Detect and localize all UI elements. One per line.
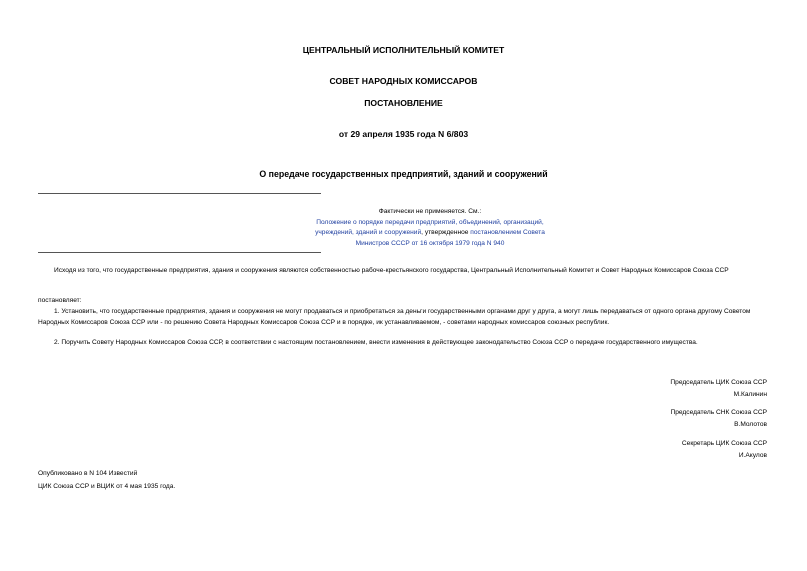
publication-info — [38, 467, 438, 493]
signature-name: М.Калинин — [733, 390, 767, 398]
divider-top — [38, 193, 321, 194]
note-link-regulation[interactable]: Положение о порядке передачи предприятий, объединений, организаций, — [316, 218, 544, 226]
note-link-decree-cont[interactable]: Министров СССР от 16 октября 1979 года N 940 — [355, 239, 505, 247]
note-intro: Фактически не применяется. См.: — [378, 208, 482, 215]
preamble-paragraph: Исходя из того, что государственные предприятия, здания и сооружения являются собственностью рабоче-крестьянского государства, Центральный Исполнительный Комитет и Совет Народных Комиссаров Союза ССР — [54, 267, 729, 274]
issuer-cik: ЦЕНТРАЛЬНЫЙ ИСПОЛНИТЕЛЬНЫЙ КОМИТЕТ — [302, 45, 505, 55]
signature-kalinin — [467, 377, 767, 400]
publication-line-1: Опубликовано в N 104 Известий — [38, 470, 138, 477]
signature-position: Секретарь ЦИК Союза ССР — [681, 440, 767, 447]
item-1-paragraph: 1. Установить, что государственные предприятия, здания и сооружения не могут продаваться и приобретаться за деньги государственными органами друг у друга, а могут лишь передаваться от одного органа другому Советом Народных Комиссаров Союза ССР или - по решению Совета Народных Комиссаров Союза ССР и в порядке, ик устанавливаемом, - советами народных комиссаров союзных республик. — [38, 308, 751, 327]
signature-position: Председатель ЦИК Союза ССР — [670, 379, 767, 386]
note-text-approved: , утвержденное — [421, 229, 471, 236]
publication-line-2: ЦИК Союза ССР и ВЦИК от 4 мая 1935 года. — [38, 483, 176, 490]
applicability-note — [200, 207, 660, 249]
issuer-snk: СОВЕТ НАРОДНЫХ КОМИССАРОВ — [329, 76, 478, 86]
signature-akulov — [467, 438, 767, 461]
signature-name: В.Молотов — [734, 420, 767, 428]
divider-bottom — [38, 252, 321, 253]
item-2-paragraph: 2. Поручить Совету Народных Комиссаров Союза ССР, в соответствии с настоящим постановлением, внести изменения в действующее законодательство Союза ССР о передаче государственного имущества. — [54, 339, 698, 346]
signature-name: И.Акулов — [738, 451, 767, 459]
document-type: ПОСТАНОВЛЕНИЕ — [364, 98, 443, 108]
note-link-regulation-cont[interactable]: учреждений, зданий и сооружений — [315, 229, 422, 236]
resolves-text: постановляет: — [38, 297, 82, 304]
signature-molotov — [467, 407, 767, 430]
document-date: от 29 апреля 1935 года N 6/803 — [338, 129, 469, 139]
note-link-decree[interactable]: постановлением Совета — [470, 229, 545, 236]
signature-position: Председатель СНК Союза ССР — [670, 409, 767, 416]
document-title: О передаче государственных предприятий, зданий и сооружений — [259, 169, 548, 179]
